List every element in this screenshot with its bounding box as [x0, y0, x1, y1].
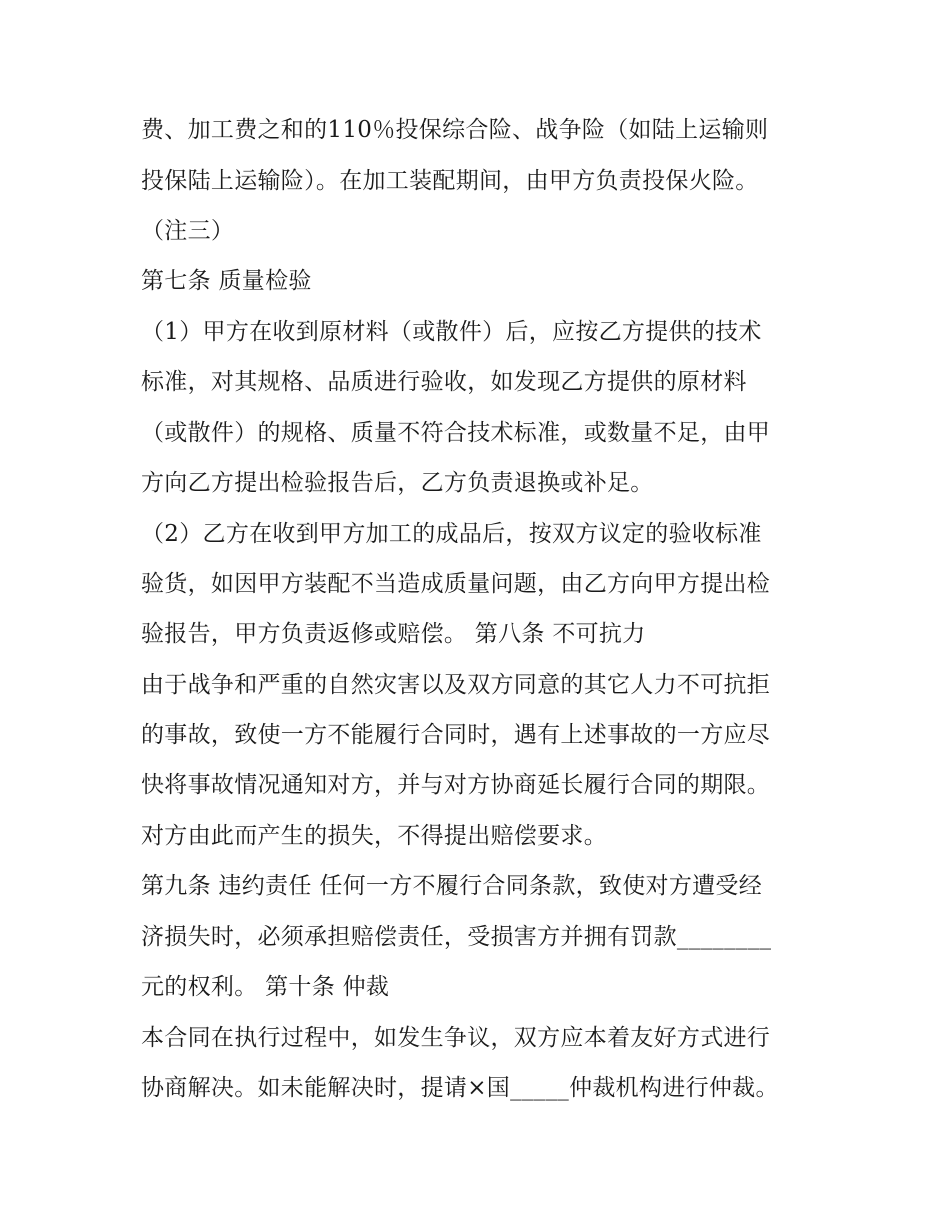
- text-line: （或散件）的规格、质量不符合技术标准，或数量不足，由甲: [141, 420, 771, 446]
- text-line: 由于战争和严重的自然灾害以及双方同意的其它人力不可抗拒: [141, 672, 771, 698]
- text-line: （2）乙方在收到甲方加工的成品后，按双方议定的验收标准: [141, 521, 762, 547]
- text-line: 方向乙方提出检验报告后，乙方负责退换或补足。: [141, 470, 654, 496]
- text-line: （1）甲方在收到原材料（或散件）后，应按乙方提供的技术: [141, 319, 762, 345]
- text-line: 协商解决。如未能解决时，提请×国_____仲裁机构进行仲裁。: [141, 1075, 779, 1101]
- text-line: 第九条 违约责任 任何一方不履行合同条款，致使对方遭受经: [141, 873, 763, 899]
- text-line: （注三）: [141, 218, 235, 244]
- text-line: 费、加工费之和的110％投保综合险、战争险（如陆上运输则: [141, 117, 769, 143]
- text-line: 对方由此而产生的损失，不得提出赔偿要求。: [141, 823, 607, 849]
- section-heading: 第七条 质量检验: [141, 268, 312, 294]
- text-line: 验货，如因甲方装配不当造成质量问题，由乙方向甲方提出检: [141, 571, 771, 597]
- text-line: 验报告，甲方负责返修或赔偿。 第八条 不可抗力: [141, 621, 646, 647]
- text-line: 投保陆上运输险）。在加工装配期间，由甲方负责投保火险。: [141, 168, 759, 194]
- text-line: 济损失时，必须承担赔偿责任，受损害方并拥有罚款________: [141, 924, 772, 950]
- text-line: 标准，对其规格、品质进行验收，如发现乙方提供的原材料: [141, 369, 747, 395]
- text-line: 的事故，致使一方不能履行合同时，遇有上述事故的一方应尽: [141, 722, 771, 748]
- text-line: 元的权利。 第十条 仲裁: [141, 974, 390, 1000]
- text-line: 本合同在执行过程中，如发生争议，双方应本着友好方式进行: [141, 1025, 771, 1051]
- text-line: 快将事故情况通知对方，并与对方协商延长履行合同的期限。: [141, 772, 771, 798]
